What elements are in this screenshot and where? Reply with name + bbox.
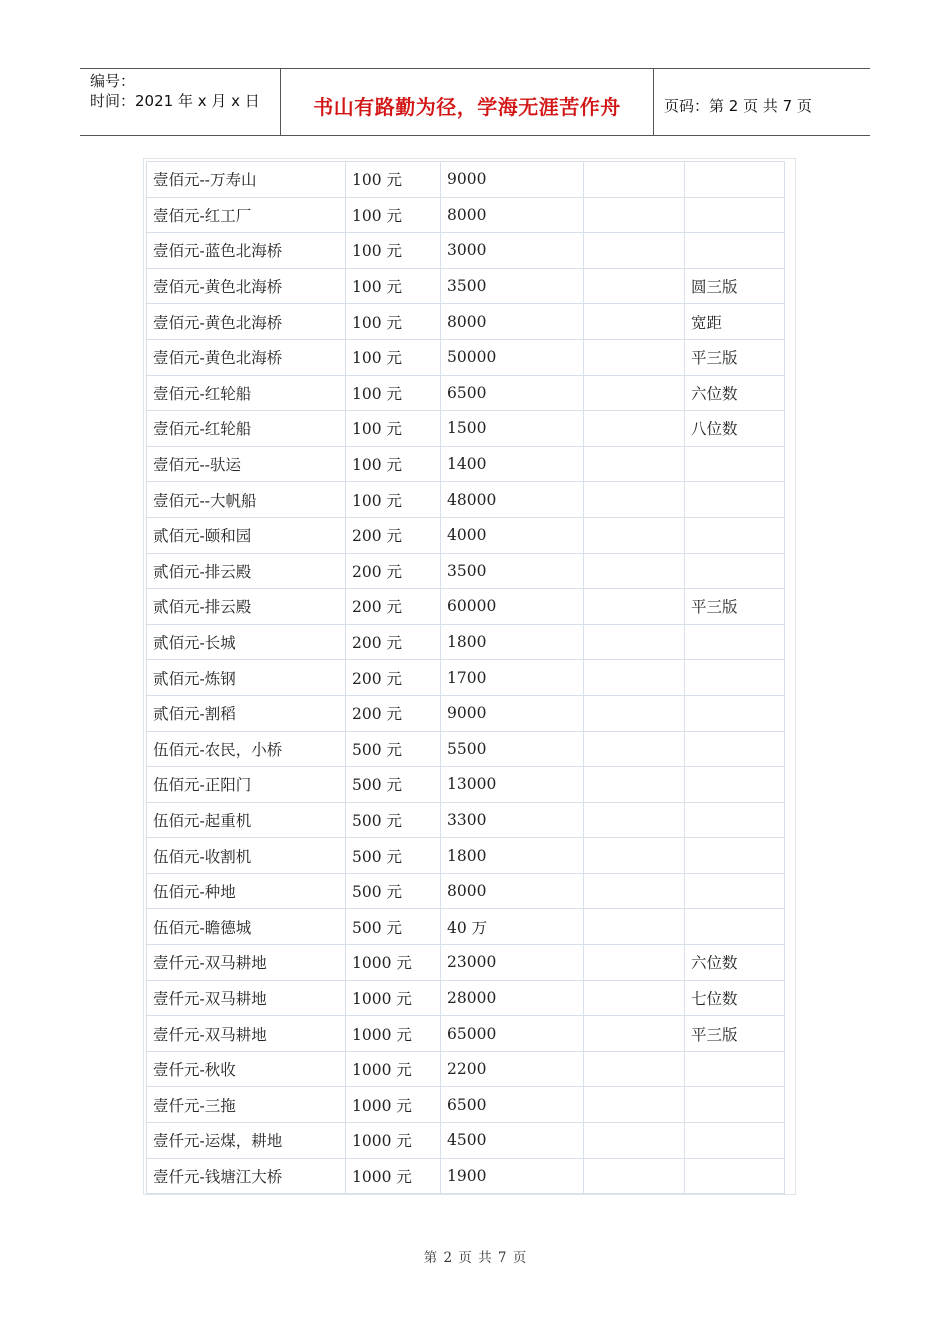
cell-face-value: 200 元 (346, 660, 441, 696)
cell-note-name: 壹佰元-红工厂 (147, 197, 346, 233)
cell-price: 23000 (441, 945, 584, 981)
cell-price: 8000 (441, 873, 584, 909)
cell-face-value: 500 元 (346, 731, 441, 767)
cell-note-name: 壹佰元-黄色北海桥 (147, 304, 346, 340)
cell-face-value: 100 元 (346, 268, 441, 304)
cell-face-value: 1000 元 (346, 1051, 441, 1087)
cell-price: 1800 (441, 838, 584, 874)
cell-extra (584, 375, 685, 411)
cell-price: 48000 (441, 482, 584, 518)
cell-price: 3300 (441, 802, 584, 838)
cell-variant: 七位数 (685, 980, 785, 1016)
cell-face-value: 500 元 (346, 767, 441, 803)
table-row (147, 624, 785, 660)
cell-extra (584, 304, 685, 340)
cell-extra (584, 339, 685, 375)
cell-variant (685, 233, 785, 269)
cell-extra (584, 802, 685, 838)
cell-variant: 平三版 (685, 1016, 785, 1052)
cell-extra (584, 695, 685, 731)
table-row (147, 233, 785, 269)
cell-extra (584, 589, 685, 625)
cell-price: 60000 (441, 589, 584, 625)
cell-note-name: 贰佰元-颐和园 (147, 517, 346, 553)
table-row (147, 589, 785, 625)
cell-extra (584, 980, 685, 1016)
table-row (147, 375, 785, 411)
cell-extra (584, 1016, 685, 1052)
cell-extra (584, 482, 685, 518)
price-table-frame (143, 158, 796, 1195)
cell-variant (685, 1123, 785, 1159)
cell-variant (685, 767, 785, 803)
cell-face-value: 100 元 (346, 375, 441, 411)
cell-note-name: 壹佰元-红轮船 (147, 375, 346, 411)
cell-extra (584, 767, 685, 803)
header-page-info: 页码：第 2 页 共 7 页 (664, 96, 812, 115)
cell-face-value: 100 元 (346, 411, 441, 447)
cell-variant: 平三版 (685, 339, 785, 375)
table-row (147, 802, 785, 838)
cell-face-value: 500 元 (346, 873, 441, 909)
cell-extra (584, 446, 685, 482)
cell-note-name: 壹佰元--驮运 (147, 446, 346, 482)
cell-price: 1700 (441, 660, 584, 696)
cell-note-name: 壹佰元--大帆船 (147, 482, 346, 518)
cell-variant (685, 909, 785, 945)
cell-variant (685, 802, 785, 838)
cell-note-name: 贰佰元-排云殿 (147, 553, 346, 589)
cell-face-value: 200 元 (346, 695, 441, 731)
cell-variant: 六位数 (685, 945, 785, 981)
cell-variant (685, 838, 785, 874)
cell-extra (584, 268, 685, 304)
cell-price: 3500 (441, 268, 584, 304)
cell-note-name: 贰佰元-排云殿 (147, 589, 346, 625)
table-row (147, 553, 785, 589)
cell-note-name: 贰佰元-长城 (147, 624, 346, 660)
cell-price: 4500 (441, 1123, 584, 1159)
cell-face-value: 1000 元 (346, 1123, 441, 1159)
cell-note-name: 伍佰元-起重机 (147, 802, 346, 838)
cell-face-value: 1000 元 (346, 980, 441, 1016)
cell-variant (685, 873, 785, 909)
cell-face-value: 1000 元 (346, 1016, 441, 1052)
cell-extra (584, 197, 685, 233)
cell-price: 9000 (441, 162, 584, 198)
cell-note-name: 壹仟元-三拖 (147, 1087, 346, 1123)
cell-price: 1900 (441, 1158, 584, 1194)
cell-extra (584, 1158, 685, 1194)
table-row (147, 1158, 785, 1194)
cell-extra (584, 517, 685, 553)
cell-face-value: 1000 元 (346, 945, 441, 981)
cell-face-value: 500 元 (346, 838, 441, 874)
cell-note-name: 壹仟元-双马耕地 (147, 980, 346, 1016)
doc-date-label: 时间：2021 年 x 月 x 日 (90, 92, 260, 110)
table-row (147, 1123, 785, 1159)
cell-price: 40 万 (441, 909, 584, 945)
cell-variant (685, 731, 785, 767)
cell-note-name: 贰佰元-炼钢 (147, 660, 346, 696)
table-row (147, 339, 785, 375)
table-row (147, 695, 785, 731)
cell-extra (584, 873, 685, 909)
cell-price: 6500 (441, 375, 584, 411)
table-row (147, 446, 785, 482)
table-row (147, 411, 785, 447)
cell-face-value: 100 元 (346, 446, 441, 482)
cell-face-value: 100 元 (346, 304, 441, 340)
cell-note-name: 伍佰元-瞻德城 (147, 909, 346, 945)
cell-face-value: 100 元 (346, 162, 441, 198)
cell-price: 8000 (441, 197, 584, 233)
cell-extra (584, 162, 685, 198)
cell-price: 5500 (441, 731, 584, 767)
cell-extra (584, 909, 685, 945)
cell-price: 3500 (441, 553, 584, 589)
cell-extra (584, 1123, 685, 1159)
cell-variant (685, 624, 785, 660)
cell-face-value: 500 元 (346, 909, 441, 945)
cell-note-name: 壹仟元-运煤，耕地 (147, 1123, 346, 1159)
cell-extra (584, 624, 685, 660)
cell-extra (584, 1051, 685, 1087)
cell-price: 8000 (441, 304, 584, 340)
cell-note-name: 壹佰元-黄色北海桥 (147, 339, 346, 375)
cell-price: 2200 (441, 1051, 584, 1087)
table-row (147, 1016, 785, 1052)
cell-price: 28000 (441, 980, 584, 1016)
cell-variant (685, 197, 785, 233)
cell-variant (685, 553, 785, 589)
table-row (147, 1051, 785, 1087)
cell-variant: 平三版 (685, 589, 785, 625)
cell-variant (685, 660, 785, 696)
cell-extra (584, 1087, 685, 1123)
cell-note-name: 壹仟元-秋收 (147, 1051, 346, 1087)
cell-price: 1800 (441, 624, 584, 660)
cell-extra (584, 411, 685, 447)
cell-note-name: 壹仟元-双马耕地 (147, 1016, 346, 1052)
cell-variant (685, 517, 785, 553)
cell-extra (584, 838, 685, 874)
cell-variant (685, 482, 785, 518)
cell-price: 50000 (441, 339, 584, 375)
cell-face-value: 100 元 (346, 233, 441, 269)
cell-face-value: 100 元 (346, 339, 441, 375)
cell-extra (584, 553, 685, 589)
cell-extra (584, 731, 685, 767)
cell-variant: 圆三版 (685, 268, 785, 304)
cell-note-name: 伍佰元-农民，小桥 (147, 731, 346, 767)
header-motto: 书山有路勤为径，学海无涯苦作舟 (281, 69, 654, 135)
page-footer: 第 2 页 共 7 页 (423, 1250, 527, 1266)
page-header (80, 68, 870, 136)
cell-price: 65000 (441, 1016, 584, 1052)
cell-variant (685, 1158, 785, 1194)
cell-note-name: 壹佰元-黄色北海桥 (147, 268, 346, 304)
table-row (147, 731, 785, 767)
cell-variant (685, 1051, 785, 1087)
cell-face-value: 200 元 (346, 589, 441, 625)
table-row (147, 517, 785, 553)
table-row (147, 873, 785, 909)
header-meta (80, 69, 281, 135)
cell-price: 13000 (441, 767, 584, 803)
table-row (147, 304, 785, 340)
cell-price: 3000 (441, 233, 584, 269)
table-row (147, 162, 785, 198)
cell-face-value: 1000 元 (346, 1087, 441, 1123)
cell-price: 1400 (441, 446, 584, 482)
cell-note-name: 壹仟元-双马耕地 (147, 945, 346, 981)
cell-face-value: 200 元 (346, 624, 441, 660)
price-table-body (147, 162, 785, 1194)
table-row (147, 482, 785, 518)
table-row (147, 268, 785, 304)
table-row (147, 838, 785, 874)
cell-extra (584, 660, 685, 696)
cell-variant: 八位数 (685, 411, 785, 447)
cell-note-name: 伍佰元-种地 (147, 873, 346, 909)
cell-face-value: 100 元 (346, 197, 441, 233)
cell-note-name: 壹仟元-钱塘江大桥 (147, 1158, 346, 1194)
cell-price: 6500 (441, 1087, 584, 1123)
cell-face-value: 500 元 (346, 802, 441, 838)
cell-face-value: 200 元 (346, 553, 441, 589)
cell-face-value: 1000 元 (346, 1158, 441, 1194)
cell-note-name: 贰佰元-割稻 (147, 695, 346, 731)
table-row (147, 909, 785, 945)
table-row (147, 660, 785, 696)
cell-variant (685, 162, 785, 198)
cell-variant: 六位数 (685, 375, 785, 411)
doc-number-label: 编号： (90, 72, 136, 90)
cell-variant (685, 695, 785, 731)
table-row (147, 980, 785, 1016)
cell-note-name: 壹佰元--万寿山 (147, 162, 346, 198)
cell-note-name: 壹佰元-红轮船 (147, 411, 346, 447)
table-row (147, 767, 785, 803)
cell-extra (584, 945, 685, 981)
cell-note-name: 伍佰元-收割机 (147, 838, 346, 874)
cell-price: 4000 (441, 517, 584, 553)
cell-price: 1500 (441, 411, 584, 447)
cell-note-name: 伍佰元-正阳门 (147, 767, 346, 803)
cell-variant (685, 446, 785, 482)
table-row (147, 1087, 785, 1123)
table-row (147, 945, 785, 981)
cell-price: 9000 (441, 695, 584, 731)
cell-extra (584, 233, 685, 269)
cell-note-name: 壹佰元-蓝色北海桥 (147, 233, 346, 269)
cell-variant: 宽距 (685, 304, 785, 340)
table-row (147, 197, 785, 233)
cell-variant (685, 1087, 785, 1123)
cell-face-value: 100 元 (346, 482, 441, 518)
cell-face-value: 200 元 (346, 517, 441, 553)
price-table (146, 161, 785, 1194)
